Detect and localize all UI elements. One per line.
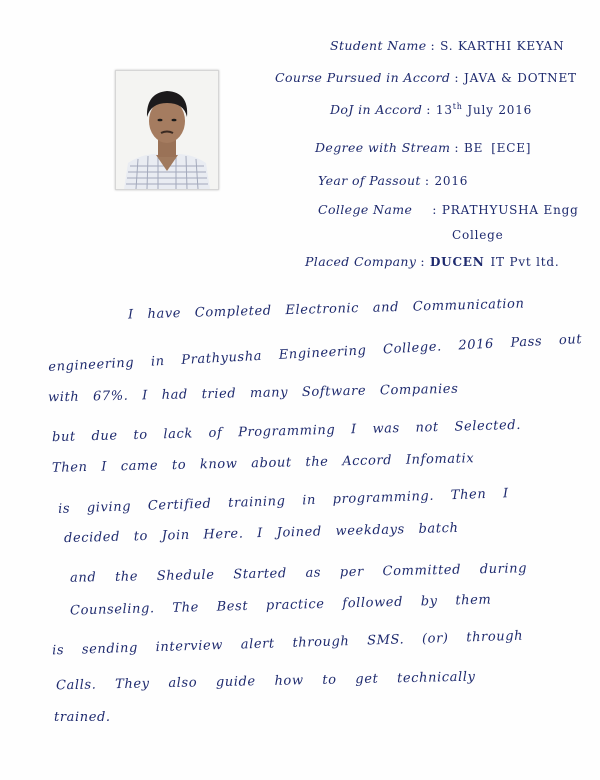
detail-course: Course Pursued in Accord : JAVA & DOTNET	[275, 70, 577, 85]
detail-degree: Degree with Stream : BE [ ECE ]	[315, 140, 532, 155]
essay-line: is giving Certified training in programming. Then I	[57, 486, 510, 517]
detail-college-name-cont: College	[452, 228, 504, 242]
essay-line: Then I came to know about the Accord Infomatix	[51, 451, 475, 476]
essay-line: with 67%. I had tried many Software Companies	[47, 381, 459, 406]
detail-college-name: College Name : PRATHYUSHA Engg	[318, 202, 579, 217]
essay-line: I have Completed Electronic and Communication	[127, 296, 525, 323]
essay-line: decided to Join Here. I Joined weekdays batch	[63, 520, 459, 547]
essay-line: Calls. They also guide how to get technically	[55, 669, 476, 694]
detail-student-name: Student Name : S. KARTHI KEYAN	[330, 38, 565, 53]
essay-line: trained.	[54, 710, 111, 725]
detail-year-passout: Year of Passout : 2016	[318, 173, 469, 188]
essay-line: but due to lack of Programming I was not Selected.	[51, 417, 522, 446]
student-details	[0, 0, 600, 280]
essay-line: and the Shedule Started as per Committed during	[69, 561, 528, 586]
detail-placed-company: Placed Company : DUCEN IT Pvt ltd.	[305, 254, 560, 269]
detail-doj: DoJ in Accord : 13th July 2016	[330, 102, 533, 117]
essay-line: engineering in Prathyusha Engineering College. 2016 Pass out	[47, 332, 583, 375]
essay-line: is sending interview alert through SMS. (or) through	[51, 628, 524, 659]
essay-line: Counseling. The Best practice followed by them	[69, 592, 492, 619]
